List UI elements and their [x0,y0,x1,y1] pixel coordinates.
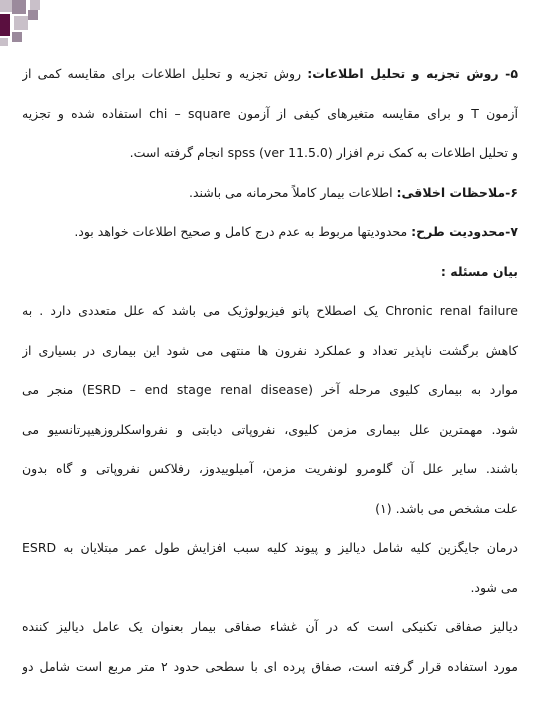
problem-heading: بیان مسئله : [440,263,518,279]
deco-square [12,32,22,42]
analysis-paragraph-line: و تحلیل اطلاعات به کمک نرم افزار spss (ver 11.5.0) انجام گرفته است. [129,145,518,160]
dialysis-line: مورد استفاده قرار گرفته است، صفاق پرده ای با سطحی حدود ۲ متر مربع است شامل دو [22,658,518,674]
deco-square [0,14,10,36]
ethics-text: اطلاعات بیمار کاملاً محرمانه می باشند. [189,184,393,200]
ethics-label: ۶-ملاحظات اخلاقی: [396,184,518,200]
analysis-text: روش تجزیه و تحلیل اطلاعات برای مقایسه کمی از [22,66,302,81]
problem-line: باشند. سایر علل آن گلومرو لونفریت مزمن، آمیلوییدوز، رفلاکس نفروپاتی و گاه بدون [22,461,518,476]
problem-line: علت مشخص می باشد. (۱) [375,500,518,516]
limits-text: محدودیتها مربوط به عدم درج کامل و صحیح اطلاعات خواهد بود. [74,224,408,239]
deco-square [28,10,38,20]
deco-square [14,16,28,30]
problem-line: موارد به بیماری کلیوی مرحله آخر (ESRD – end stage renal disease) منجر می [22,382,518,397]
problem-line: شود. مهمترین علل بیماری مزمن کلیوی، نفروپاتی دیابتی و نفرواسکلروزهیپرتانسیو می [22,421,518,437]
deco-square [0,0,12,12]
problem-line: کاهش برگشت ناپذیر تعداد و عملکرد نفرون ها منتهی می شود این بیماری در بسیاری از [22,342,518,358]
treatment-line: می شود. [470,579,518,595]
analysis-paragraph-line [22,58,518,98]
document-page [22,58,518,690]
deco-square [30,0,40,10]
problem-line: Chronic renal failure یک اصطلاح پاتو فیزیولوژیک می باشد که علل متعددی دارد . به [22,303,518,318]
corner-decoration [0,0,60,60]
analysis-paragraph-line: آزمون T و برای مقایسه متغیرهای کیفی از آزمون chi – square استفاده شده و تجزیه [22,105,518,121]
limits-label: ۷-محدودیت طرح: [411,224,518,239]
ethics-paragraph [22,177,518,217]
limits-paragraph [22,216,518,256]
deco-square [12,0,26,14]
treatment-line: درمان جایگزین کلیه شامل دیالیز و پیوند کلیه سبب افزایش طول عمر مبتلایان به ESRD [22,540,518,555]
dialysis-line: دیالیز صفاقی تکنیکی است که در آن غشاء صفاقی بیمار بعنوان یک عامل دیالیز کننده [22,619,518,634]
analysis-label: ۵- روش تجزیه و تحلیل اطلاعات: [307,66,518,81]
deco-square [0,38,8,46]
